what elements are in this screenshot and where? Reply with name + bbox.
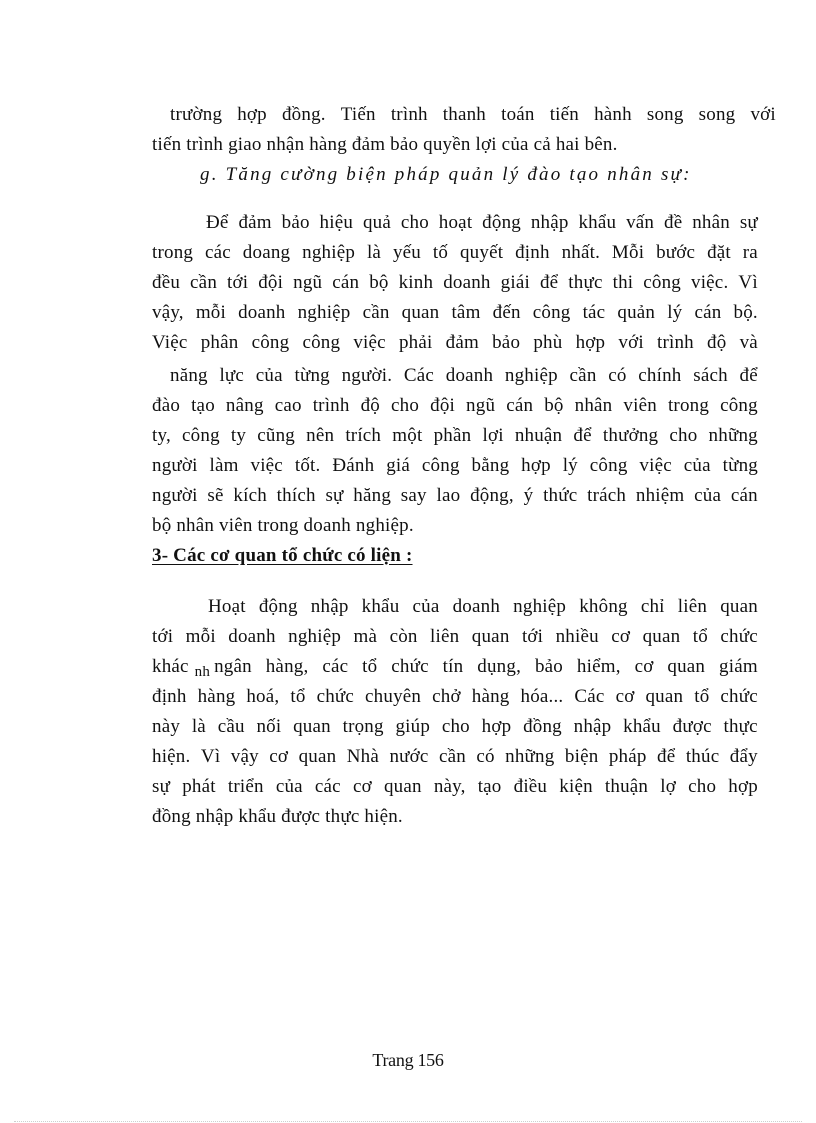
word: Việc [152, 332, 188, 353]
word: có [608, 365, 627, 386]
text-line: đồng nhập khẩu được thực hiện. [152, 806, 403, 827]
text-line: tiến trình giao nhận hàng đảm bảo quyền lợi của cả hai bên. [152, 134, 618, 155]
text-line [152, 454, 758, 478]
word: định [515, 242, 550, 263]
word: tốt. [294, 455, 321, 476]
word: tiến [549, 104, 579, 125]
text-line [170, 103, 776, 127]
text-line [152, 685, 758, 709]
word: thích [276, 485, 316, 506]
word: liên [430, 626, 460, 647]
word: việc [639, 455, 672, 476]
word: bảo [281, 212, 310, 233]
word: trong [667, 395, 710, 416]
word: Vì [738, 272, 758, 293]
word: động [482, 212, 521, 233]
word: việc [250, 455, 283, 476]
word: công [302, 332, 341, 353]
word: hợp [575, 332, 606, 353]
word: sự [739, 212, 758, 233]
word: cần [190, 272, 218, 293]
word: quyết [459, 242, 504, 263]
word: quan [383, 776, 422, 797]
text-fragment [214, 655, 758, 679]
word: chỉ [640, 596, 665, 617]
word: để [573, 425, 592, 446]
word: Các [574, 686, 605, 707]
word: hăng [353, 485, 392, 506]
word: người. [341, 365, 393, 386]
word: cho [400, 212, 429, 233]
word: quan [293, 716, 331, 737]
word: đến [492, 302, 521, 323]
word: công [182, 425, 220, 446]
word: hiệu [319, 212, 354, 233]
word: này, [433, 776, 466, 797]
text-line [208, 595, 758, 619]
text-line [152, 271, 758, 295]
word: lao [436, 485, 461, 506]
word: ý [523, 485, 534, 506]
word: công [251, 332, 290, 353]
word: tạo [191, 395, 215, 416]
word: nghiệp [288, 626, 342, 647]
word: đẩy [729, 746, 758, 767]
word: bộ [369, 272, 389, 293]
word: đều [152, 272, 181, 293]
word: trọng [342, 716, 384, 737]
word: quả [362, 212, 391, 233]
word: doanh [238, 302, 286, 323]
word: đặt [707, 242, 731, 263]
word: tác [582, 302, 606, 323]
word: sự [152, 776, 171, 797]
word: hành [594, 104, 632, 125]
word: là [366, 242, 382, 263]
word: cho [669, 425, 698, 446]
word: sẽ [207, 485, 224, 506]
word: phù [533, 332, 563, 353]
word: tín [442, 656, 464, 677]
word: hiểm, [576, 656, 621, 677]
text-line [170, 364, 758, 388]
word: Hoạt [208, 596, 246, 617]
word: công [643, 272, 681, 293]
word: thi [612, 272, 634, 293]
word: một [392, 425, 423, 446]
word: song [646, 104, 684, 125]
word: cơ [352, 776, 372, 797]
word: song [698, 104, 736, 125]
word: chức [391, 656, 429, 677]
word: trình [656, 332, 694, 353]
word: của [412, 596, 440, 617]
word: cho [441, 716, 470, 737]
word: cán [694, 302, 722, 323]
word: với [750, 104, 776, 125]
word: cầu [217, 716, 245, 737]
word: giá [386, 455, 411, 476]
word: tổ [694, 686, 710, 707]
word: bằng [471, 455, 510, 476]
word: để [657, 746, 676, 767]
word: Vì [200, 746, 221, 767]
word: nghiệp [504, 365, 558, 386]
word: quan [667, 656, 706, 677]
word: nên [306, 425, 335, 446]
word: liên [677, 596, 708, 617]
word: cơ [615, 686, 635, 707]
word: quan [642, 626, 681, 647]
word: trách [587, 485, 627, 506]
text-line [152, 775, 758, 799]
word: nhập [573, 716, 612, 737]
word: doang [242, 242, 291, 263]
word: giái [500, 272, 530, 293]
word: chính [638, 365, 682, 386]
word: cơ [634, 656, 654, 677]
word: nhập [530, 212, 569, 233]
word: hợp [481, 716, 512, 737]
word: cho [688, 776, 717, 797]
word: định [152, 686, 187, 707]
word: say [400, 485, 427, 506]
word: công [532, 302, 571, 323]
word: doanh [443, 272, 491, 293]
text-line [152, 745, 758, 769]
word: bảo [492, 332, 521, 353]
word: chức [720, 626, 758, 647]
word: pháp [608, 746, 647, 767]
word: phải [398, 332, 433, 353]
word: cao [274, 395, 302, 416]
word: của [683, 455, 711, 476]
word: tổ [290, 686, 306, 707]
word: ty [230, 425, 247, 446]
word: chuyên [365, 686, 422, 707]
word: trình [390, 104, 428, 125]
word: đội [258, 272, 284, 293]
word: nghiệp [297, 302, 351, 323]
word: đồng. [281, 104, 326, 125]
word: từng [294, 365, 330, 386]
word: nhiệm [635, 485, 685, 506]
text-line [206, 211, 758, 235]
word: công [720, 395, 758, 416]
word: mỗi [195, 302, 226, 323]
word: thức [543, 485, 578, 506]
word: lợi [482, 425, 504, 446]
word: để [539, 272, 559, 293]
word: làm [209, 455, 239, 476]
word: ngũ [293, 272, 323, 293]
word: đề [664, 212, 683, 233]
word: quan [471, 626, 510, 647]
word: cán [506, 395, 534, 416]
word: đảm [238, 212, 272, 233]
word: người [152, 485, 198, 506]
word: lý [667, 302, 683, 323]
word: tố [432, 242, 449, 263]
word: được [672, 716, 712, 737]
word: mỗi [185, 626, 216, 647]
word: công [589, 455, 628, 476]
word: chức [720, 686, 758, 707]
word: quan [645, 686, 684, 707]
word: năng [170, 365, 208, 386]
word: trích [345, 425, 382, 446]
section-heading: 3- Các cơ quan tổ chức có liện : [152, 545, 413, 566]
word: nâng [225, 395, 264, 416]
page-bottom-rule [14, 1121, 802, 1122]
text-line [152, 241, 758, 265]
word: người [152, 455, 198, 476]
word: hàng [471, 686, 510, 707]
word: bảo [534, 656, 563, 677]
word: cơ [611, 626, 631, 647]
word: động [258, 596, 298, 617]
word: phần [433, 425, 472, 446]
word: chở [432, 686, 461, 707]
word: giúp [395, 716, 431, 737]
text-line [152, 301, 758, 325]
word: của [694, 485, 722, 506]
word: sách [693, 365, 728, 386]
word: dụng, [477, 656, 522, 677]
word: Mỗi [611, 242, 645, 263]
word: kích [233, 485, 267, 506]
word: biện [564, 746, 599, 767]
word: Để [206, 212, 229, 233]
word: Đánh [332, 455, 375, 476]
word: này [152, 716, 181, 737]
word: cần [569, 365, 597, 386]
text-line [152, 484, 758, 508]
word: bước [656, 242, 696, 263]
word: công [421, 455, 460, 476]
word: đội [430, 395, 456, 416]
word: hợp [728, 776, 758, 797]
word: động, [470, 485, 514, 506]
word: vậy [230, 746, 259, 767]
word: hàng [197, 686, 236, 707]
text-line [152, 655, 758, 679]
word: những [505, 746, 555, 767]
word: tạo [477, 776, 502, 797]
word: cơ [269, 746, 289, 767]
word: ty, [152, 425, 171, 446]
page-number: Trang 156 [372, 1050, 444, 1070]
word: tổ [692, 626, 708, 647]
text-line [152, 394, 758, 418]
word: cũng [257, 425, 295, 446]
word: các [205, 242, 231, 263]
word: tổ [362, 656, 378, 677]
word: giám [719, 656, 758, 677]
word: toán [501, 104, 535, 125]
word: đảm [445, 332, 479, 353]
word: Tiến [340, 104, 376, 125]
word: còn [389, 626, 418, 647]
word: lý [562, 455, 578, 476]
word: tới [521, 626, 544, 647]
word: quan [720, 596, 758, 617]
word: thanh [442, 104, 487, 125]
word: lực [219, 365, 245, 386]
word: độ [360, 395, 381, 416]
word: nhân [692, 212, 730, 233]
word: phát [182, 776, 216, 797]
word: ngũ [466, 395, 496, 416]
word: nhân [574, 395, 613, 416]
word: các [322, 656, 349, 677]
word: khẩu [623, 716, 661, 737]
word: kiện [559, 776, 593, 797]
word: hợp [237, 104, 267, 125]
word: viên [623, 395, 657, 416]
word: quan [298, 746, 337, 767]
word: chức [316, 686, 355, 707]
word: trình [312, 395, 350, 416]
word: cán [730, 485, 758, 506]
word: quản [617, 302, 656, 323]
word: sự [325, 485, 344, 506]
text-line: bộ nhân viên trong doanh nghiệp. [152, 515, 414, 536]
text-fragment: khác [152, 656, 189, 677]
word: hiện. [152, 746, 191, 767]
word: cần [362, 302, 390, 323]
word: nhất. [561, 242, 601, 263]
word: những [708, 425, 758, 446]
word: khẩu [361, 596, 400, 617]
word: Nhà [346, 746, 379, 767]
subscript-fragment: nh [194, 664, 211, 680]
text-line [152, 424, 758, 448]
word: hàng, [265, 656, 309, 677]
word: nghiệp [302, 242, 356, 263]
word: độ [707, 332, 727, 353]
word: Các [403, 365, 435, 386]
word: hóa... [520, 686, 564, 707]
word: thúc [685, 746, 720, 767]
word: không [579, 596, 628, 617]
word: ra [742, 242, 758, 263]
word: nhiều [555, 626, 599, 647]
word: thực [568, 272, 603, 293]
word: thực [723, 716, 758, 737]
word: cán [332, 272, 360, 293]
word: yếu [392, 242, 421, 263]
word: các [314, 776, 341, 797]
word: và [739, 332, 758, 353]
word: triển [227, 776, 264, 797]
word: hợp [521, 455, 551, 476]
word: phân [200, 332, 239, 353]
word: lợ [660, 776, 676, 797]
word: nhập [310, 596, 349, 617]
word: là [191, 716, 206, 737]
word: vậy, [152, 302, 184, 323]
word: nhuận [514, 425, 563, 446]
word: từng [722, 455, 758, 476]
word: doanh [228, 626, 276, 647]
word: mà [353, 626, 378, 647]
word: điều [513, 776, 548, 797]
word: của [255, 365, 283, 386]
word: tới [152, 626, 174, 647]
word: nghiệp [513, 596, 567, 617]
word: bộ. [733, 302, 758, 323]
word: quan [401, 302, 440, 323]
word: bộ [544, 395, 564, 416]
word: ngân [214, 656, 252, 677]
text-line [152, 625, 758, 649]
word: tâm [451, 302, 481, 323]
text-line [152, 331, 758, 355]
word: hoá, [246, 686, 280, 707]
word: vấn [626, 212, 655, 233]
word: việc [353, 332, 386, 353]
word: trong [152, 242, 194, 263]
word: đồng [523, 716, 562, 737]
word: với [618, 332, 644, 353]
word: hoạt [438, 212, 473, 233]
word: doanh [445, 365, 494, 386]
word: để [739, 365, 758, 386]
section-subheading: g. Tăng cường biện pháp quản lý đào tạo nhân sự: [200, 164, 692, 185]
word: doanh [452, 596, 501, 617]
word: của [275, 776, 303, 797]
word: việc. [691, 272, 729, 293]
word: nối [256, 716, 282, 737]
word: khẩu [578, 212, 617, 233]
word: có [476, 746, 495, 767]
word: trường [170, 104, 223, 125]
text-line [152, 715, 758, 739]
word: kinh [398, 272, 434, 293]
word: cần [438, 746, 466, 767]
word: nước [389, 746, 429, 767]
word: thưởng [602, 425, 659, 446]
word: tới [227, 272, 249, 293]
word: thuận [604, 776, 649, 797]
word: đào [152, 395, 181, 416]
word: cho [391, 395, 420, 416]
